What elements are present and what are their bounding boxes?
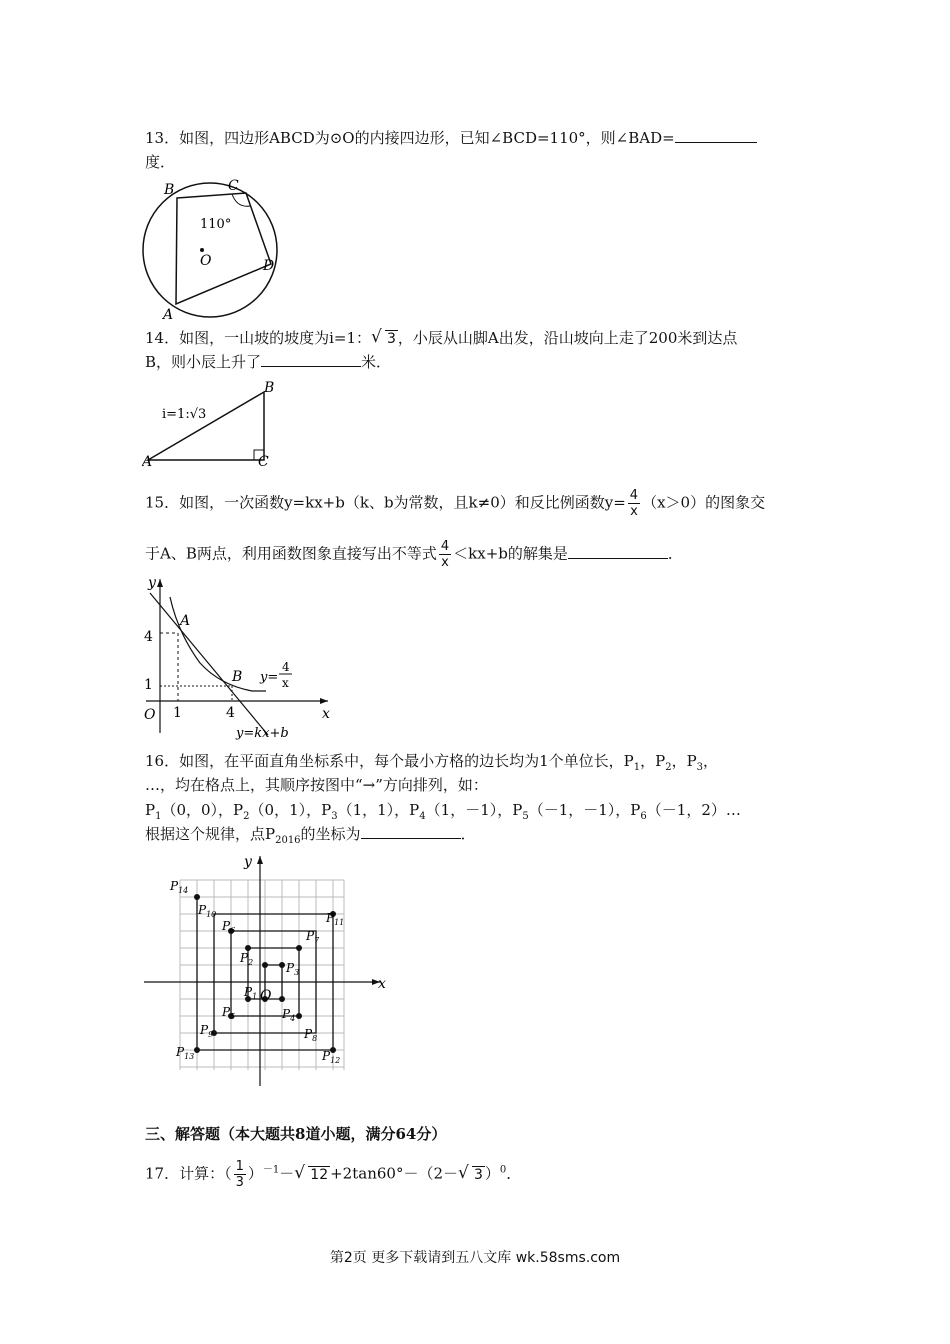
svg-text:O: O [200, 253, 212, 269]
svg-text:P8: $P_8$ [304, 1027, 318, 1043]
svg-text:P2: $P_2$ [240, 951, 254, 967]
q15-answer-blank[interactable] [568, 544, 668, 559]
svg-text:D: D [263, 258, 275, 274]
svg-text:4: 4 [282, 660, 290, 674]
svg-text:A: A [142, 454, 153, 466]
q16-line1: 16．如图，在平面直角坐标系中，每个最小方格的边长均为1个单位长，$P_1$，$P_2$，$P_3$， [145, 752, 719, 773]
svg-text:C: C [258, 454, 269, 466]
svg-text:O: O [144, 707, 156, 723]
q16-line4: 根据这个规律，点$P_{2016}$的坐标为 ． [145, 825, 476, 846]
svg-text:P4: $P_4$ [282, 1007, 296, 1023]
svg-text:y=kx+b: y=kx+b [236, 726, 289, 741]
svg-text:P10: $P_{10}$ [198, 903, 217, 919]
q15-fraction: $\frac{4}{x}$ [629, 488, 639, 519]
svg-text:P6: $P_6$ [222, 919, 236, 935]
q14-sqrt: √ 3 [371, 327, 396, 347]
svg-text:4: 4 [226, 705, 235, 721]
q14-answer-blank[interactable] [261, 352, 361, 367]
svg-text:P7: $P_7$ [306, 929, 320, 945]
q13-line2: 度． [145, 153, 176, 171]
svg-text:O: O [260, 988, 272, 1004]
svg-text:x: x [322, 706, 330, 722]
q16-line3: $P_1(0$，0），$P_2(0$，1），$P_3(1$，1），$P_4(1$，－1），$P_5(-1$，－1），$P_6(-1$，2）… [145, 801, 741, 822]
svg-text:x: x [378, 976, 386, 992]
svg-text:A: A [163, 307, 174, 320]
q17-line: 17．计算：（ $\frac{1}{3}$ ）$^{-1}$－ √ 12 +2tan60°－（2－ √ 3 ）$^0$． [145, 1159, 522, 1190]
svg-text:P9: $P_9$ [200, 1023, 214, 1039]
q17-sqrt-3: √ 3 [457, 1162, 483, 1183]
svg-text:P13: $P_{13}$ [176, 1045, 195, 1061]
q16-line2: …，均在格点上，其顺序按图中“→”方向排列，如： [145, 776, 488, 794]
svg-text:P14: $P_{14}$ [170, 879, 189, 895]
svg-text:y: y [244, 854, 252, 870]
q15-line1: 15．如图，一次函数y=kx+b（k、b为常数，且k≠0）和反比例函数y= $\frac{4}{x}$ （x＞0）的图象交 [145, 488, 766, 519]
page-footer: 第2页 更多下载请到五八文库 wk.58sms.com [329, 1250, 621, 1266]
svg-text:x: x [282, 676, 289, 690]
svg-text:B: B [164, 182, 175, 198]
svg-text:P12: $P_{12}$ [322, 1049, 341, 1065]
svg-text:C: C [228, 178, 239, 194]
q13-circle-figure [140, 176, 280, 320]
q15-line2: 于A、B两点，利用函数图象直接写出不等式 $\frac{4}{x}$ ＜kx+b的解集是 ． [145, 539, 683, 570]
svg-text:y: y [148, 575, 156, 591]
svg-text:P1: $P_1$ [244, 985, 258, 1001]
q13-answer-blank[interactable] [675, 128, 757, 143]
q14-line2: B，则小辰上升了 米． [145, 353, 392, 371]
q17-sqrt-12: √ 12 [294, 1162, 329, 1183]
q17-fraction: $\frac{1}{3}$ [235, 1159, 244, 1190]
q14-slope-figure [142, 378, 277, 466]
svg-text:i=1:√3: i=1:√3 [162, 407, 207, 422]
svg-text:4: 4 [144, 629, 153, 645]
svg-text:110°: 110° [200, 217, 232, 232]
q14-line1: 14．如图，一山坡的坡度为i=1： √ 3 ，小辰从山脚A出发，沿山坡向上走了200米到达点 [145, 327, 738, 347]
q15-function-figure [140, 573, 332, 741]
q16-grid-figure [140, 850, 390, 1088]
section-3-heading: 三、解答题（本大题共8道小题，满分64分） [145, 1125, 447, 1143]
q13-line1: 13．如图，四边形ABCD为⊙O的内接四边形，已知∠BCD=110°，则∠BAD= [145, 128, 757, 148]
svg-text:1: 1 [173, 705, 182, 721]
svg-text:B: B [232, 669, 243, 685]
svg-text:B: B [264, 380, 275, 396]
q16-answer-blank[interactable] [361, 824, 461, 839]
svg-text:P3: $P_3$ [286, 961, 300, 977]
svg-text:P11: $P_{11}$ [326, 911, 345, 927]
q15-fraction-2: $\frac{4}{x}$ [440, 539, 450, 570]
svg-text:A: A [180, 613, 191, 629]
svg-text:P5: $P_5$ [222, 1005, 236, 1021]
svg-text:y=: y= [260, 670, 279, 685]
svg-text:1: 1 [144, 677, 153, 693]
